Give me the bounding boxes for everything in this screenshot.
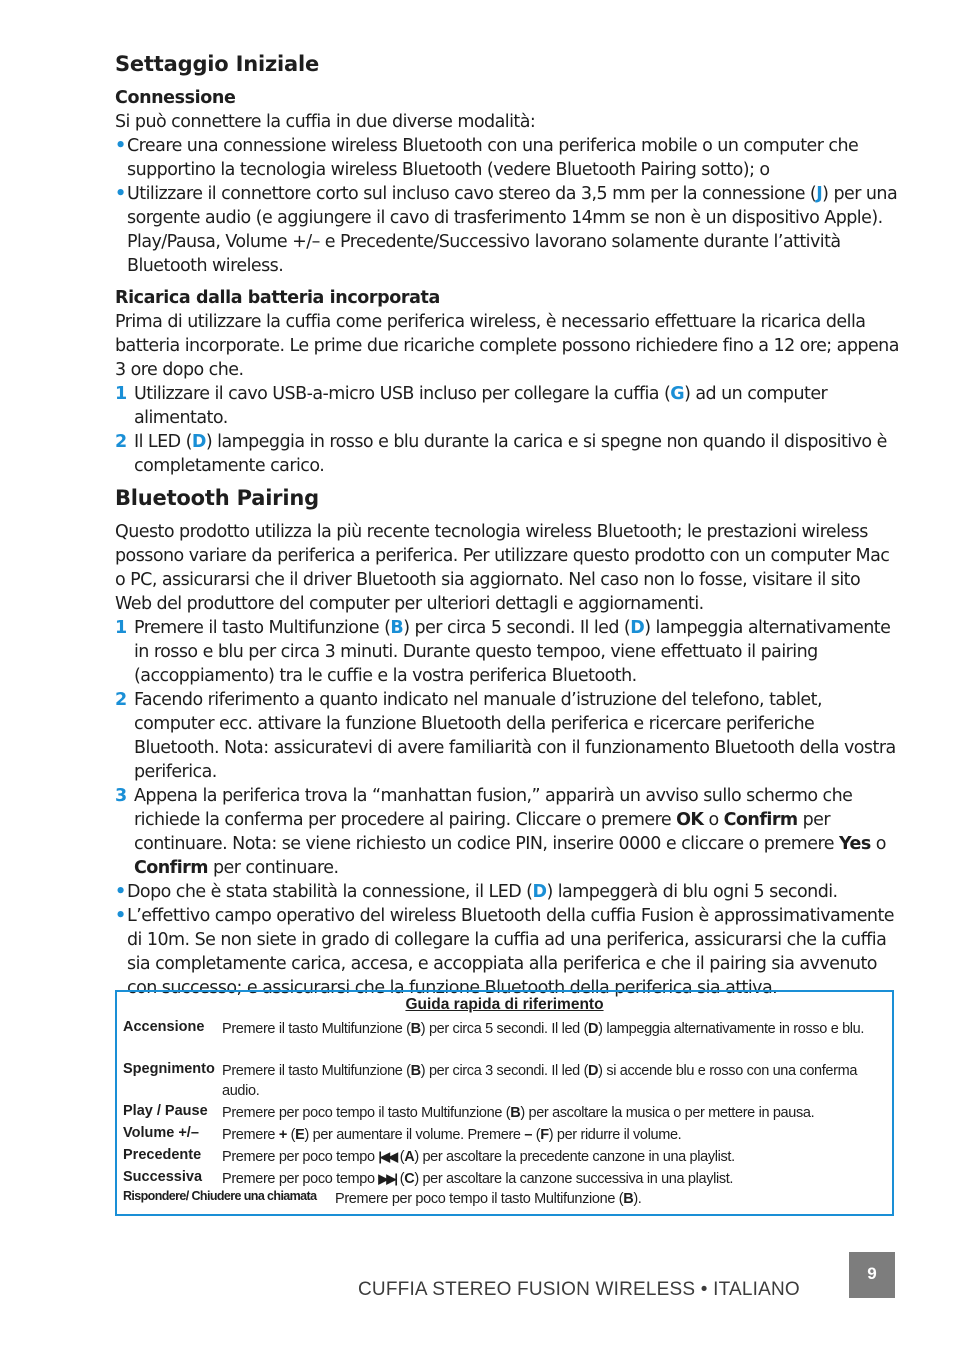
footer-title: CUFFIA STEREO FUSION WIRELESS • ITALIANO (358, 1279, 800, 1300)
pairing-step-1: 1 Premere il tasto Multifunzione (B) per circa 5 secondi. Il led (D) lampeggia alternativamente in rosso e blu per circa 3 minuti. Durante questo tempoo, viene effettuato il pairing (accoppiamento) tra le cuffie e la vostra periferica Bluetooth. (115, 618, 891, 686)
connessione-bullet-1: • Creare una connessione wireless Bluetooth con una periferica mobile o un computer che supportino la tecnologia wireless Bluetooth (vedere Bluetooth Pairing sotto); o (115, 134, 900, 182)
previous-track-icon: |◀◀ (378, 1149, 397, 1164)
ref-letter: D (532, 882, 547, 902)
qr-row-next: Successiva Premere per poco tempo ▶▶| (C) per ascoltare la canzone successiva in una playlist. (123, 1169, 734, 1187)
ref-letter: D (630, 618, 645, 638)
pairing-step-2: 2 Facendo riferimento a quanto indicato nel manuale d’istruzione del telefono, tablet, computer ecc. attivare la funzione Bluetooth della periferica e ricercare periferiche Bluetooth. Nota: assicuratevi di avere familiarità con il funzionamento Bluetooth della vostra periferica. (115, 690, 896, 782)
page-number: 9 (849, 1252, 895, 1298)
section-title-pairing: Bluetooth Pairing (115, 486, 319, 510)
qr-row-play-pause: Play / Pause Premere per poco tempo il tasto Multifunzione (B) per ascoltare la musica o per mettere in pausa. (123, 1103, 815, 1121)
qr-row-power-on: Accensione Premere il tasto Multifunzione (B) per circa 5 secondi. Il led (D) lampeggia alternativamente in rosso e blu. (123, 1019, 865, 1037)
qr-row-power-off: Spegnimento Premere il tasto Multifunzione (B) per circa 3 secondi. Il led (D) si accende blu e rosso con una conferma audio. (123, 1061, 858, 1099)
ref-letter: B (390, 618, 404, 638)
pairing-bullet-2: • L’effettivo campo operativo del wireless Bluetooth della cuffia Fusion è approssimativamente di 10m. Se non siete in grado di collegare la cuffia ad una periferica, assicurarsi che la cuffia sia completamente carica, accesa, e accoppiata alla periferica e che il pairing sia avvenuto con successo; e assicurarsi che la funzione Bluetooth della periferica sia attiva. (115, 904, 900, 1000)
pairing-step-3: 3 Appena la periferica trova la “manhattan fusion,” apparirà un avviso sullo schermo che richiede la conferma per procedere al pairing. Cliccare o premere OK o Confirm per continuare. Nota: se viene richiesto un codice PIN, inserire 0000 e cliccare o premere Yes o Confirm per continuare. (115, 786, 886, 878)
connessione-bullet-2: • Utilizzare il connettore corto sul incluso cavo stereo da 3,5 mm per la connessione (J) per una sorgente audio (e aggiungere il cavo di trasferimento 14mm se non è un dispositivo Apple). Play/Pausa, Volume +/– e Precedente/Successivo lavorano solamente durante l’attività Bluetooth wireless. (115, 182, 900, 278)
connessione-intro: Si può connettere la cuffia in due diverse modalità: (115, 112, 536, 132)
quick-reference-title: Guida rapida di riferimento (405, 996, 604, 1013)
ricarica-step-2: 2 Il LED (D) lampeggia in rosso e blu durante la carica e si spegne non quando il dispositivo è completamente carico. (115, 432, 887, 476)
page-content (115, 52, 900, 1000)
quick-reference-box (115, 990, 894, 1216)
ricarica-step-1: 1 Utilizzare il cavo USB-a-micro USB incluso per collegare la cuffia (G) ad un computer alimentato. (115, 384, 828, 428)
heading-ricarica: Ricarica dalla batteria incorporata (115, 288, 440, 308)
qr-row-call: Rispondere/ Chiudere una chiamata Premere per poco tempo il tasto Multifunzione (B). (123, 1189, 642, 1207)
ref-letter: G (670, 384, 685, 404)
qr-row-previous: Precedente Premere per poco tempo |◀◀ (A) per ascoltare la precedente canzone in una playlist. (123, 1147, 735, 1165)
heading-connessione: Connessione (115, 88, 236, 108)
ref-letter: D (191, 432, 206, 452)
next-track-icon: ▶▶| (378, 1171, 397, 1186)
section-title-setup: Settaggio Iniziale (115, 52, 320, 76)
ref-letter: J (816, 184, 823, 204)
ricarica-intro: Prima di utilizzare la cuffia come periferica wireless, è necessario effettuare la ricarica della batteria incorporate. Le prime due ricariche complete possono richiedere fino a 12 ore; appena 3 ore dopo che. (115, 312, 899, 380)
pairing-intro: Questo prodotto utilizza la più recente tecnologia wireless Bluetooth; le prestazioni wireless possono variare da periferica a periferica. Per utilizzare questo prodotto con un computer Mac o PC, assicurarsi che il driver Bluetooth sia aggiornato. Nel caso non lo fosse, visitare il sito Web del produttore del computer per ulteriori dettagli e aggiornamenti. (115, 522, 890, 614)
pairing-bullet-1: • Dopo che è stata stabilità la connessione, il LED (D) lampeggerà di blu ogni 5 secondi. (115, 880, 900, 904)
qr-row-volume: Volume +/– Premere + (E) per aumentare il volume. Premere – (F) per ridurre il volume. (123, 1125, 682, 1143)
